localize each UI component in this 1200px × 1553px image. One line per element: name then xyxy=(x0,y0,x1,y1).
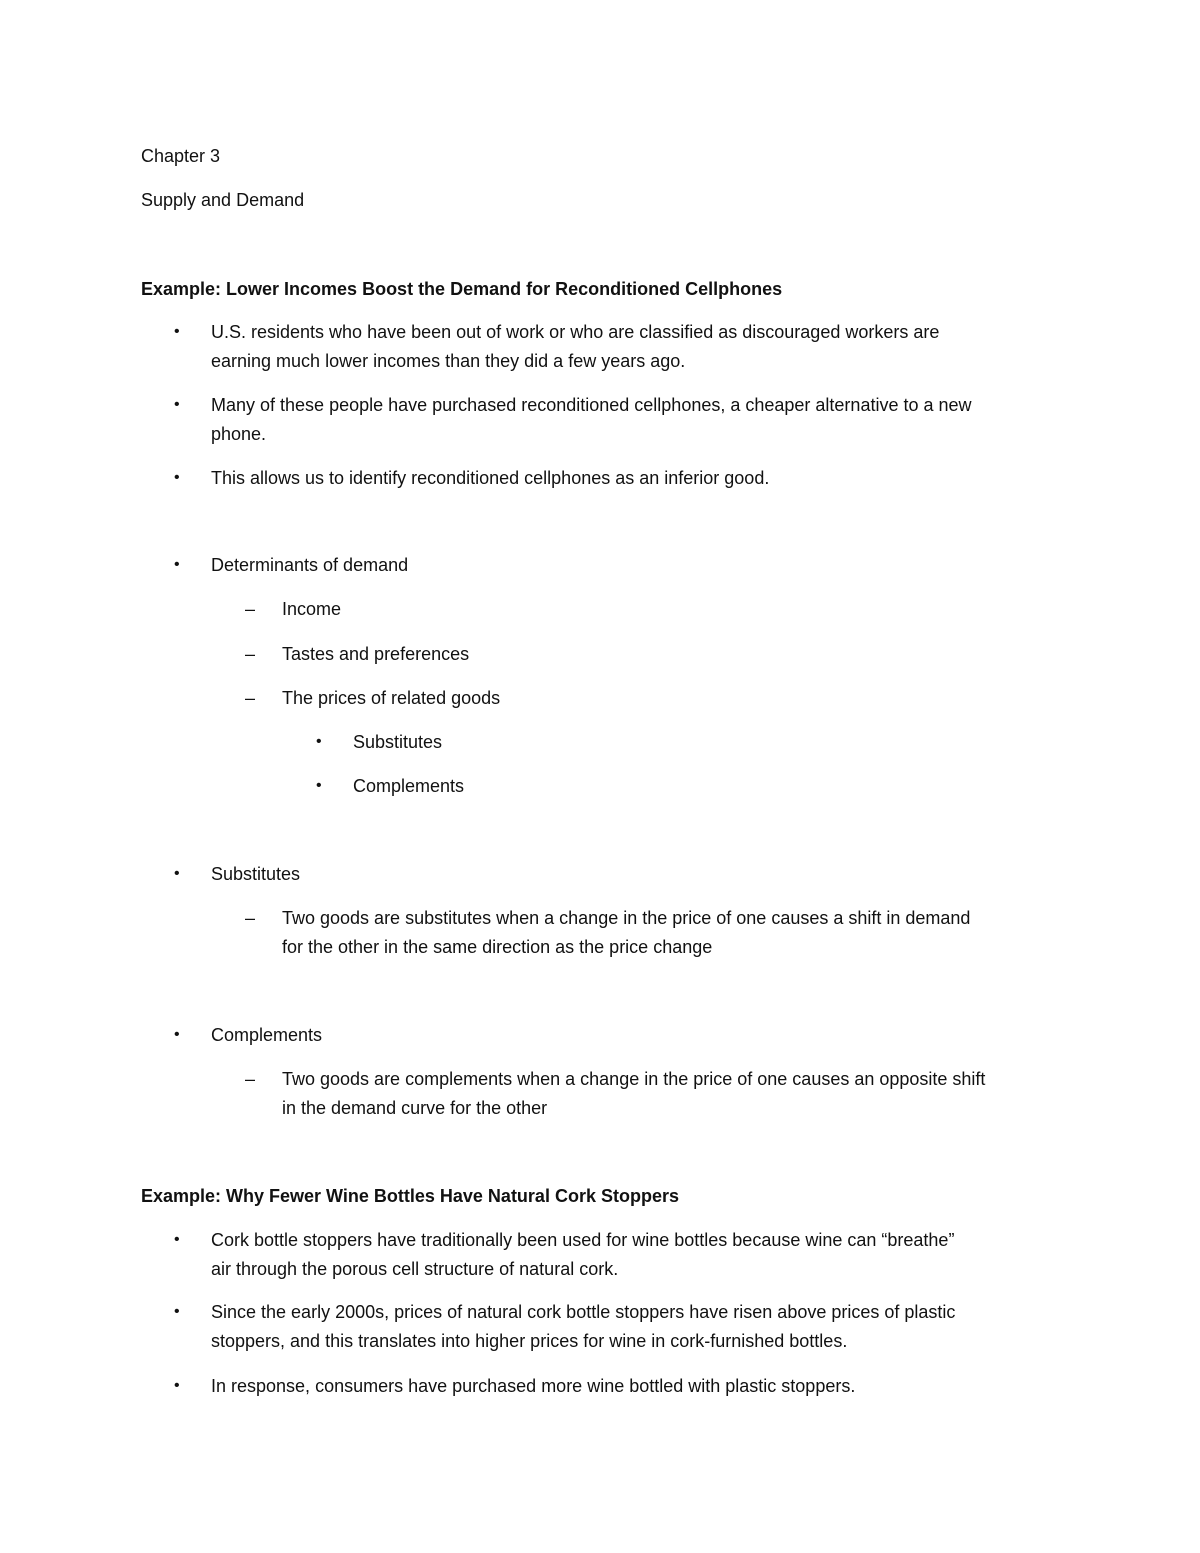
bullet-marker: • xyxy=(174,1026,180,1043)
list-item-line: U.S. residents who have been out of work or who are classified as discouraged workers are xyxy=(211,322,940,342)
substitutes-definition-line: Two goods are substitutes when a change in the price of one causes a shift in demand xyxy=(282,908,971,928)
complements-definition-line: Two goods are complements when a change in the price of one causes an opposite shift xyxy=(282,1069,986,1089)
dash-marker: – xyxy=(245,908,256,928)
bullet-marker: • xyxy=(316,733,322,750)
list-item-line: stoppers, and this translates into higher prices for wine in cork-furnished bottles. xyxy=(211,1331,848,1351)
bullet-marker: • xyxy=(316,777,322,794)
determinant-item: The prices of related goods xyxy=(282,688,501,708)
bullet-marker: • xyxy=(174,865,180,882)
dash-marker: – xyxy=(245,688,256,708)
related-good-item: Substitutes xyxy=(353,732,443,752)
complements-label: Complements xyxy=(211,1025,323,1045)
list-item-line: earning much lower incomes than they did a few years ago. xyxy=(211,351,686,371)
bullet-marker: • xyxy=(174,1231,180,1248)
example-heading-cork: Example: Why Fewer Wine Bottles Have Natural Cork Stoppers xyxy=(141,1186,679,1206)
bullet-marker: • xyxy=(174,1377,180,1394)
substitutes-label: Substitutes xyxy=(211,864,301,884)
bullet-marker: • xyxy=(174,469,180,486)
determinant-item: Tastes and preferences xyxy=(282,644,470,664)
list-item-line: phone. xyxy=(211,424,267,444)
dash-marker: – xyxy=(245,644,256,664)
bullet-marker: • xyxy=(174,323,180,340)
list-item-line: In response, consumers have purchased more wine bottled with plastic stoppers. xyxy=(211,1376,856,1396)
dash-marker: – xyxy=(245,1069,256,1089)
bullet-marker: • xyxy=(174,1303,180,1320)
chapter-title: Chapter 3 xyxy=(141,146,221,166)
chapter-subtitle: Supply and Demand xyxy=(141,190,305,210)
substitutes-definition-line: for the other in the same direction as the price change xyxy=(282,937,713,957)
list-item-line: This allows us to identify reconditioned cellphones as an inferior good. xyxy=(211,468,770,488)
bullet-marker: • xyxy=(174,556,180,573)
complements-definition-line: in the demand curve for the other xyxy=(282,1098,548,1118)
related-good-item: Complements xyxy=(353,776,465,796)
determinants-label: Determinants of demand xyxy=(211,555,409,575)
list-item-line: Many of these people have purchased reconditioned cellphones, a cheaper alternative to a new xyxy=(211,395,972,415)
determinant-item: Income xyxy=(282,599,342,619)
dash-marker: – xyxy=(245,599,256,619)
bullet-marker: • xyxy=(174,396,180,413)
list-item-line: Cork bottle stoppers have traditionally been used for wine bottles because wine can “breathe” xyxy=(211,1230,955,1250)
example-heading-cellphones: Example: Lower Incomes Boost the Demand for Reconditioned Cellphones xyxy=(141,279,783,299)
list-item-line: Since the early 2000s, prices of natural cork bottle stoppers have risen above prices of plastic xyxy=(211,1302,956,1322)
list-item-line: air through the porous cell structure of natural cork. xyxy=(211,1259,619,1279)
